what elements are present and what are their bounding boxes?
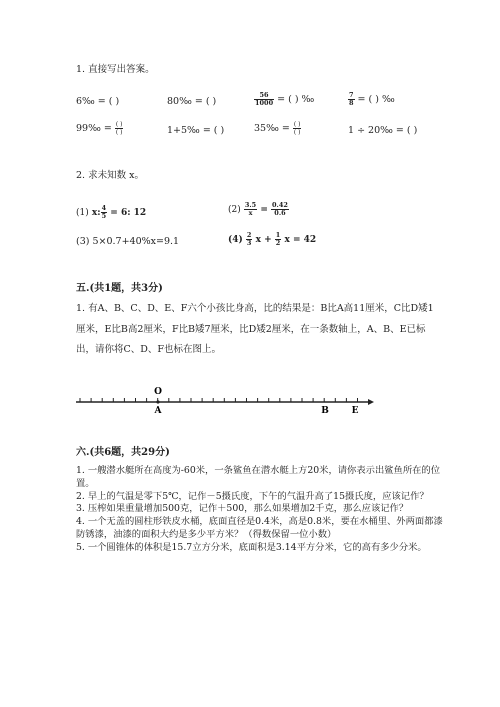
equation-lhs: 99‰ = <box>76 123 115 134</box>
fraction <box>254 92 274 107</box>
denominator: 0.6 <box>274 209 286 217</box>
list-item: 1. 一艘潜水艇所在高度为-60米，一条鲨鱼在潜水艇上方20米，请你表示出鲨鱼所在的位置。 <box>76 465 441 489</box>
q1-r2-c <box>254 121 301 136</box>
item-label: (1) <box>76 208 89 218</box>
equals-sign: = <box>260 205 268 215</box>
equation-rhs: = 6: 12 <box>110 208 147 218</box>
equation-lhs: x: <box>91 208 101 218</box>
q2-eq4 <box>228 232 316 247</box>
list-item: 2. 早上的气温是零下5℃，记作－5摄氏度，下午的气温升高了15摄氏度，应该记作？ <box>76 490 429 502</box>
numerator: 4 <box>101 204 107 212</box>
fraction <box>101 205 108 220</box>
number-line <box>70 382 380 416</box>
point-label-b: B <box>321 406 329 416</box>
q1-r1-d <box>348 92 395 107</box>
numerator: 3.5 <box>244 201 257 209</box>
fraction <box>271 202 289 217</box>
point-label-e: E <box>351 406 359 416</box>
origin-point <box>156 400 159 403</box>
blank-fraction <box>293 121 302 136</box>
section6-list <box>76 465 446 555</box>
denominator: 5 <box>101 212 107 220</box>
q2-eq2 <box>228 202 289 217</box>
item-label: (4) <box>228 235 243 245</box>
section6-title: 六.(共6题，共29分) <box>76 447 170 458</box>
q1-heading: 1. 直接写出答案。 <box>76 64 155 75</box>
denominator: 1000 <box>255 99 274 107</box>
arrow-head-icon <box>368 399 374 405</box>
numerator: 7 <box>349 91 354 99</box>
equation-rest: = ( ) ‰ <box>274 94 315 105</box>
fraction <box>246 232 253 247</box>
numerator: ( ) <box>115 121 123 128</box>
q1-r2-d: 1 ÷ 20‰ = ( ) <box>348 125 418 136</box>
numerator: 0.42 <box>272 201 288 209</box>
q1-r1-b: 80‰ = ( ) <box>167 96 217 107</box>
section5-question: 1. 有A、B、C、D、E、F六个小孩比身高，比的结果是：B比A高11厘米，C比D矮1厘米，E比B高2厘米，F比B矮7厘米，比D矮2厘米，在一条数轴上，A、B、E已标出，请你将C、D、F也标在图上。 <box>76 303 434 355</box>
equation-rhs: x = 42 <box>284 235 317 245</box>
blank-fraction <box>115 121 124 136</box>
q2-eq1 <box>76 205 146 220</box>
fraction <box>275 232 282 247</box>
numerator: 56 <box>254 92 274 100</box>
denominator: 3 <box>246 239 252 247</box>
origin-label: O <box>154 387 162 397</box>
equation-mid: x + <box>255 235 272 245</box>
q1-r2-b: 1+5‰ = ( ) <box>167 125 225 136</box>
q1-r2-a <box>76 121 123 136</box>
denominator: 2 <box>275 239 281 247</box>
q1-r1-a: 6‰ = ( ) <box>76 96 120 107</box>
numerator: 2 <box>246 231 252 239</box>
q2-eq3: (3) 5×0.7+40%x=9.1 <box>76 236 180 247</box>
denominator: 8 <box>349 99 354 107</box>
numerator: 1 <box>275 231 281 239</box>
list-item: 3. 压榨如果重量增加500克，记作＋500，那么如果增加2千克，那么应该记作？ <box>76 503 409 515</box>
item-label: (2) <box>228 205 241 215</box>
denominator: ( ) <box>115 129 123 136</box>
numerator: ( ) <box>293 121 301 128</box>
q2-heading: 2. 求未知数 x。 <box>76 170 144 181</box>
equation-lhs: 35‰ = <box>254 123 293 134</box>
fraction <box>244 202 257 217</box>
denominator: ( ) <box>293 129 301 136</box>
denominator: x <box>248 209 253 217</box>
list-item: 5. 一个圆锥体的体积是15.7立方分米，底面积是3.14平方分米，它的高有多少分米。 <box>76 541 427 553</box>
equation-rest: = ( ) ‰ <box>354 94 395 105</box>
q1-r1-c <box>254 92 314 107</box>
list-item: 4. 一个无盖的圆柱形铁皮水桶，底面直径是0.4米，高是0.8米，要在水桶里、外两面都漆防锈漆，油漆的面积大约是多少平方米？（得数保留一位小数） <box>76 516 443 540</box>
point-label-a: A <box>154 406 162 416</box>
section5-title: 五.(共1题，共3分) <box>76 283 163 294</box>
